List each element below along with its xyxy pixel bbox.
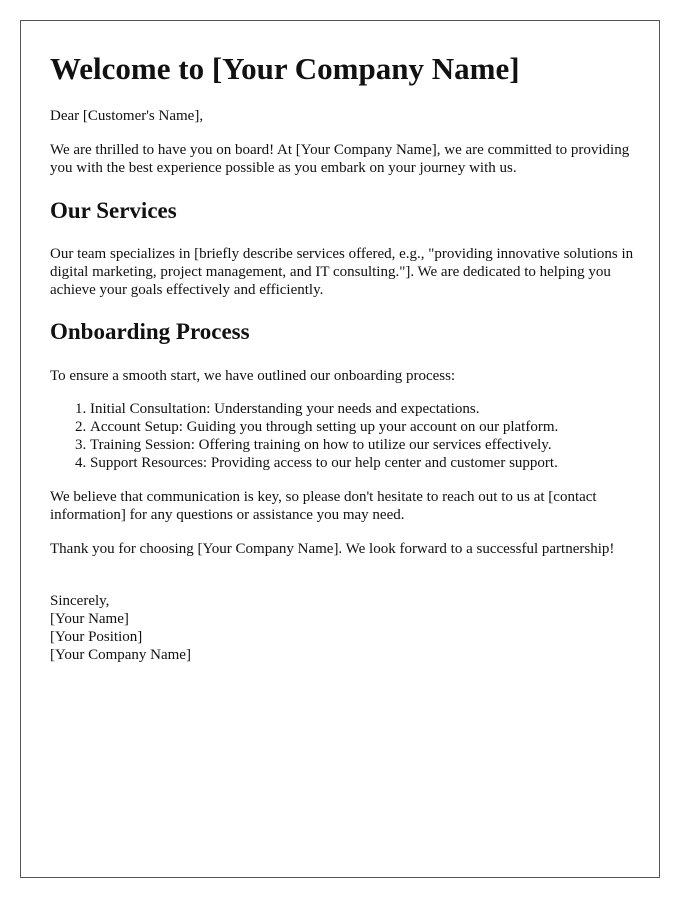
signature-block bbox=[50, 592, 191, 664]
onboarding-steps-list bbox=[50, 400, 650, 472]
signature-position: [Your Position] bbox=[50, 629, 143, 645]
signature-closing: Sincerely, bbox=[50, 593, 110, 609]
onboarding-intro: To ensure a smooth start, we have outlined our onboarding process: bbox=[50, 368, 456, 384]
list-item: 2. Account Setup: Guiding you through setting up your account on our platform. bbox=[90, 418, 650, 436]
services-paragraph: Our team specializes in [briefly describe services offered, e.g., "providing innovative solutions in digital marketing, project management, and IT consulting."]. We are dedicated to helping you achieve your goals effectively and efficiently. bbox=[50, 246, 634, 298]
intro-paragraph: We are thrilled to have you on board! At [Your Company Name], we are committed to providing you with the best experience possible as you embark on your journey with us. bbox=[50, 142, 630, 176]
letter-page bbox=[20, 20, 660, 878]
list-item: 1. Initial Consultation: Understanding your needs and expectations. bbox=[90, 400, 650, 418]
list-item: 4. Support Resources: Providing access to our help center and customer support. bbox=[90, 454, 650, 472]
signature-company: [Your Company Name] bbox=[50, 647, 191, 663]
greeting: Dear [Customer's Name], bbox=[50, 108, 204, 124]
thanks-paragraph: Thank you for choosing [Your Company Name]. We look forward to a successful partnership! bbox=[50, 541, 615, 557]
communication-paragraph: We believe that communication is key, so please don't hesitate to reach out to us at [contact information] for any questions or assistance you may need. bbox=[50, 489, 597, 523]
signature-name: [Your Name] bbox=[50, 611, 129, 627]
onboarding-heading: Onboarding Process bbox=[50, 319, 250, 344]
letter-title: Welcome to [Your Company Name] bbox=[50, 51, 520, 86]
services-heading: Our Services bbox=[50, 198, 177, 223]
list-item: 3. Training Session: Offering training on how to utilize our services effectively. bbox=[90, 436, 650, 454]
